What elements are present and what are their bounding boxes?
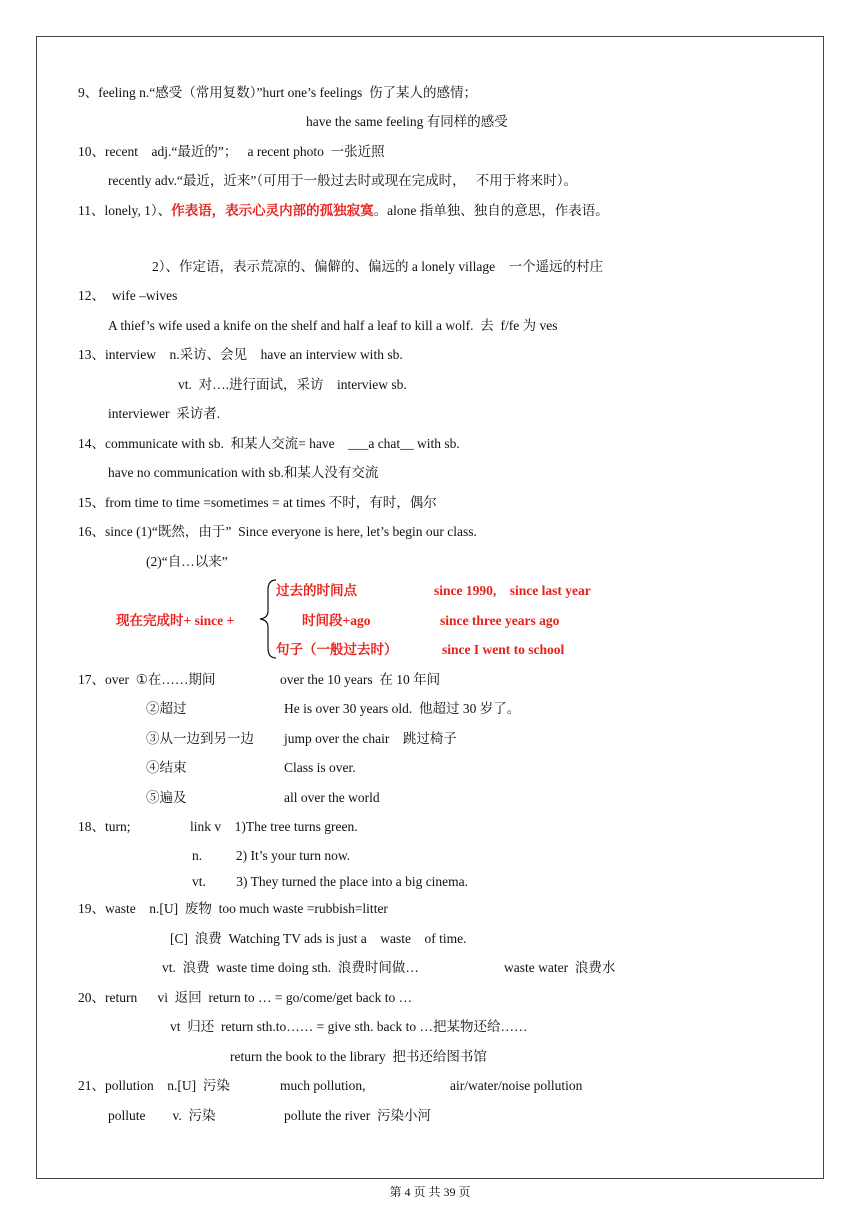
item-18-sense1: link v 1)The tree turns green. (190, 819, 358, 834)
item-21-example: much pollution, (280, 1078, 366, 1093)
since-row3-label: 句子（一般过去时） (276, 642, 398, 657)
item-17-sense3: ③从一边到另一边 (146, 731, 254, 746)
item-11-prefix: 11、lonely, 1）、 (78, 203, 172, 218)
item-21-example3: pollute the river 污染小河 (284, 1108, 431, 1123)
item-10-line: 10、recent adj.“最近的”； a recent photo 一张近照 (78, 144, 385, 159)
item-20-line2: vt 归还 return sth.to…… = give sth. back to …把某物还给…… (170, 1019, 528, 1034)
item-17-sense2: ②超过 (146, 701, 187, 716)
item-12-line2: A thief’s wife used a knife on the shelf and half a leaf to kill a wolf. 去 f/fe 为 ves (108, 318, 558, 333)
item-16-line: 16、since (1)“既然，由于” Since everyone is here, let’s begin our class. (78, 524, 477, 539)
item-17-example4: Class is over. (284, 760, 356, 775)
item-20-line: 20、return vi 返回 return to … = go/come/get back to … (78, 990, 413, 1005)
item-17-example: over the 10 years 在 10 年间 (280, 672, 441, 687)
item-11-suffix: 。alone 指单独、独自的意思，作表语。 (373, 203, 609, 218)
item-20-line3: return the book to the library 把书还给图书馆 (230, 1049, 487, 1064)
item-17-sense5: ⑤遍及 (146, 790, 187, 805)
since-formula-left: 现在完成时+ since + (116, 613, 235, 628)
item-19-line: 19、waste n.[U] 废物 too much waste =rubbish=litter (78, 901, 388, 916)
item-15-line: 15、from time to time =sometimes = at times 不时，有时，偶尔 (78, 495, 437, 510)
item-17-line: 17、over ①在……期间 (78, 672, 216, 687)
item-16-line2: (2)“自…以来” (146, 554, 228, 569)
since-row1-label: 过去的时间点 (276, 583, 357, 598)
item-17-example2: He is over 30 years old. 他超过 30 岁了。 (284, 701, 521, 716)
item-12-line: 12、 wife –wives (78, 288, 178, 303)
item-9-line2: have the same feeling 有同样的感受 (306, 114, 508, 129)
item-14-line2: have no communication with sb.和某人没有交流 (108, 465, 379, 480)
item-18-sense3: vt. 3) They turned the place into a big cinema. (192, 874, 469, 889)
curly-brace-icon (258, 578, 278, 660)
since-row3-example: since I went to school (442, 642, 565, 657)
item-21-example2: air/water/noise pollution (450, 1078, 583, 1093)
item-13-line: 13、interview n.采访、会见 have an interview with sb. (78, 347, 403, 362)
item-19-example: waste water 浪费水 (504, 960, 616, 975)
since-row2-label: 时间段+ago (302, 613, 371, 628)
item-19-line2: [C] 浪费 Watching TV ads is just a waste of time. (170, 931, 467, 946)
item-13-line2: vt. 对….进行面试，采访 interview sb. (178, 377, 407, 392)
item-21-line2: pollute v. 污染 (108, 1108, 216, 1123)
item-21-line: 21、pollution n.[U] 污染 (78, 1078, 230, 1093)
item-18-line: 18、turn; (78, 819, 131, 834)
item-19-line3: vt. 浪费 waste time doing sth. 浪费时间做… (162, 960, 419, 975)
since-row1-example: since 1990, since last year (434, 583, 591, 598)
since-row2-example: since three years ago (440, 613, 560, 628)
item-10-line2: recently adv.“最近，近来”（可用于一般过去时或现在完成时， 不用于将来时）。 (108, 173, 577, 188)
item-11-highlight: 作表语，表示心灵内部的孤独寂寞 (171, 203, 374, 218)
item-17-example3: jump over the chair 跳过椅子 (284, 731, 457, 746)
item-9-line: 9、feeling n.“感受（常用复数）”hurt one’s feelings 伤了某人的感情； (78, 85, 477, 100)
page-footer: 第 4 页 共 39 页 (389, 1185, 471, 1199)
item-17-example5: all over the world (284, 790, 380, 805)
item-14-line: 14、communicate with sb. 和某人交流= have ___a chat__ with sb. (78, 436, 460, 451)
item-11-line2: 2）、作定语，表示荒凉的、偏僻的、偏远的 a lonely village 一个遥远的村庄 (152, 259, 604, 274)
item-11-line (78, 202, 609, 220)
item-17-sense4: ④结束 (146, 760, 187, 775)
item-13-line3: interviewer 采访者. (108, 406, 221, 421)
item-18-sense2: n. 2) It’s your turn now. (192, 848, 351, 863)
